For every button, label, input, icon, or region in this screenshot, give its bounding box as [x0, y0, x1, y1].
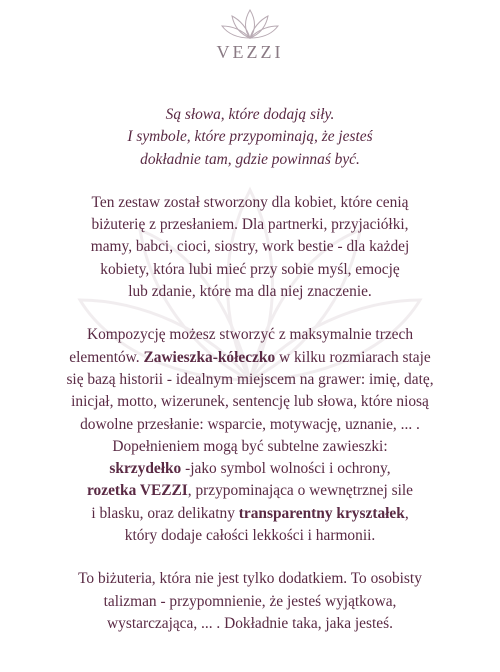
intro-paragraph — [30, 104, 470, 171]
highlight-text: rozetka VEZZI — [87, 482, 188, 500]
text-line — [30, 503, 470, 525]
text-segment: , przypominająca o wewnętrznej sile — [187, 482, 413, 500]
text-line: talizman - przypomnienie, że jesteś wyjątkowa, — [103, 592, 397, 610]
text-line: I symbole, które przypominają, że jesteś — [127, 128, 373, 146]
text-line: Są słowa, które dodają siły. — [165, 106, 335, 123]
text-line: To biżuteria, która nie jest tylko dodatkiem. To osobisty — [78, 570, 422, 588]
text-line: który dodaje całości lekkości i harmonii. — [124, 527, 376, 545]
text-line: się bazą historii - idealnym miejscem na grawer: imię, datę, — [66, 370, 434, 388]
text-line — [30, 347, 470, 369]
highlight-text: skrzydełko — [109, 460, 182, 478]
highlight-text: transparentny kryształek — [238, 504, 405, 522]
text-line: dokładnie tam, gdzie powinnaś być. — [140, 150, 360, 168]
text-segment: i blasku, oraz delikatny — [91, 504, 239, 522]
text-line: Dopełnieniem mogą być subtelne zawieszki: — [112, 437, 388, 455]
text-line: mamy, babci, cioci, siostry, work bestie - dla każdej — [90, 238, 410, 256]
description-paragraph — [30, 192, 470, 303]
text-line: inicjał, motto, wizerunek, sentencję lub słowa, które niosą — [71, 393, 429, 411]
closing-paragraph — [30, 568, 470, 635]
composition-paragraph — [30, 324, 470, 547]
text-segment: w kilku rozmiarach staje — [275, 348, 431, 366]
text-line — [30, 480, 470, 502]
text-line: wystarczająca, ... . Dokładnie taka, jaka jesteś. — [107, 614, 393, 632]
text-line: dowolne przesłanie: wsparcie, motywację, uznanie, ... . — [80, 415, 420, 433]
text-line — [30, 458, 470, 480]
brand-name: VEZZI — [216, 42, 284, 62]
text-segment: -jako symbol wolności i ochrony, — [181, 460, 391, 478]
text-segment: elementów. — [69, 348, 144, 366]
text-line: biżuterię z przesłaniem. Dla partnerki, przyjaciółki, — [91, 216, 409, 234]
highlight-text: Zawieszka-kółeczko — [143, 348, 276, 366]
text-line: kobiety, która lubi mieć przy sobie myśl, emocję — [100, 260, 400, 278]
text-line: Ten zestaw został stworzony dla kobiet, które cenią — [91, 193, 409, 211]
text-segment: , — [404, 504, 409, 522]
main-text — [30, 104, 470, 656]
lotus-flower-icon — [220, 8, 280, 42]
brand-logo — [210, 8, 290, 72]
text-line: lub zdanie, które ma dla niej znaczenie. — [128, 283, 372, 301]
text-line: Kompozycję możesz stworzyć z maksymalnie trzech — [86, 326, 414, 344]
